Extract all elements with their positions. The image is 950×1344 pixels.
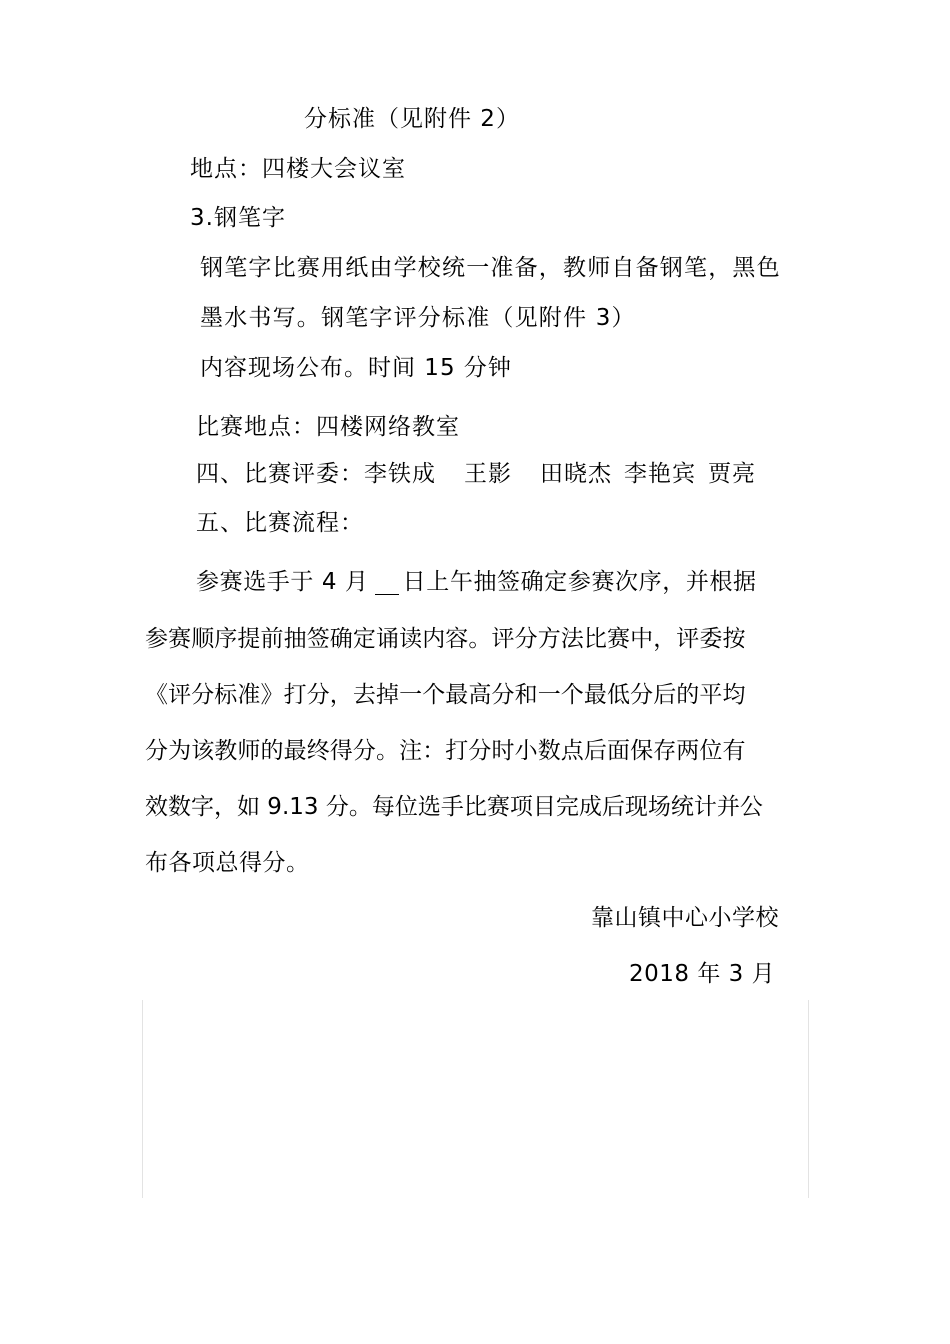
signature-date: 2018 年 3 月 (629, 961, 776, 987)
text-line-15: 布各项总得分。 (145, 850, 310, 876)
frame-border-right (808, 1000, 809, 1198)
text-line-1: 分标准（见附件 2） (304, 106, 520, 132)
text-line-10 (196, 567, 757, 597)
judges-line (196, 459, 756, 489)
text-line-12: 《评分标准》打分，去掉一个最高分和一个最低分后的平均 (145, 682, 746, 708)
judges-label: 四、比赛评委： (196, 461, 364, 487)
judge-name: 李铁成 (364, 461, 436, 487)
text-line-14: 效数字，如 9.13 分。每位选手比赛项目完成后现场统计并公 (145, 794, 763, 820)
text-line-5: 墨水书写。钢笔字评分标准（见附件 3） (200, 305, 636, 331)
signature-school: 靠山镇中心小学校 (591, 905, 779, 931)
judge-name: 田晓杰 (540, 461, 612, 487)
text-line-10-part-b: 日上午抽签确定参赛次序，并根据 (402, 569, 757, 595)
text-line-7: 比赛地点：四楼网络教室 (196, 414, 460, 440)
frame-border-left (142, 1000, 143, 1198)
text-line-11: 参赛顺序提前抽签确定诵读内容。评分方法比赛中，评委按 (145, 626, 746, 652)
text-line-10-part-a: 参赛选手于 4 月 (196, 569, 369, 595)
text-line-6: 内容现场公布。时间 15 分钟 (200, 355, 512, 381)
text-line-2: 地点：四楼大会议室 (190, 156, 406, 182)
judge-name: 王影 (464, 461, 512, 487)
text-line-3: 3.钢笔字 (190, 205, 286, 231)
date-blank (375, 572, 399, 595)
text-line-4: 钢笔字比赛用纸由学校统一准备，教师自备钢笔，黑色 (200, 255, 781, 281)
judge-name: 贾亮 (708, 461, 756, 487)
judge-name: 李艳宾 (624, 461, 696, 487)
text-line-13: 分为该教师的最终得分。注：打分时小数点后面保存两位有 (145, 738, 746, 764)
text-line-9: 五、比赛流程： (196, 510, 364, 536)
